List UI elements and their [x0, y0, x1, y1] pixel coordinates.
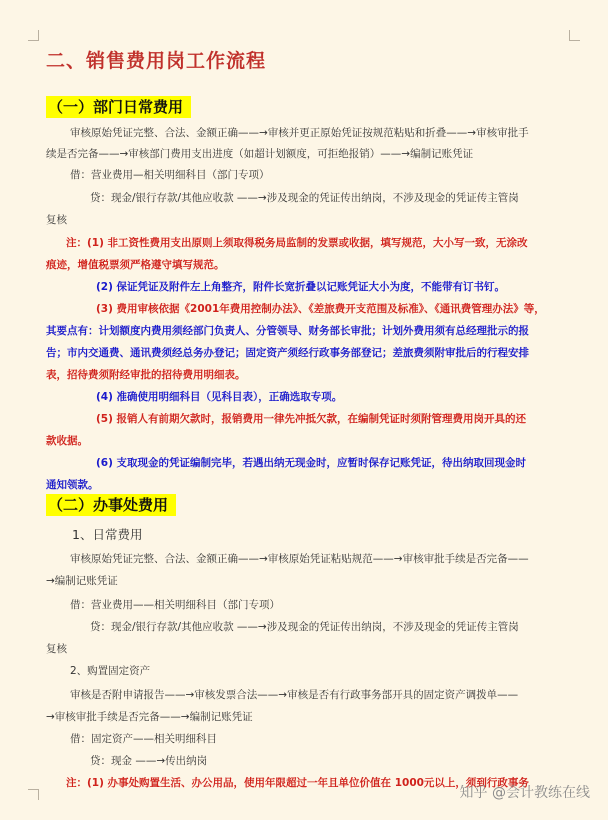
note-line: 痕迹，增值税票须严格遵守填写规范。	[46, 259, 225, 271]
paragraph: →编制记账凭证	[46, 575, 118, 587]
note-line: (6) 支取现金的凭证编制完毕，若遇出纳无现金时，应暂时保存记账凭证，待出纳取回现金时	[96, 457, 527, 469]
watermark-text: 知乎 @会计教练在线	[459, 785, 590, 801]
page-title: 二、销售费用岗工作流程	[46, 50, 267, 72]
note-line: 其要点有：计划额度内费用须经部门负责人、分管领导、财务部长审批；计划外费用须有总经理批示的报	[46, 325, 529, 337]
section-heading-dept: （一）部门日常费用	[46, 96, 191, 118]
note-line: 注：(1) 办事处购置生活、办公用品，使用年限超过一年且单位价值在 1000元以上，须到行政事务	[66, 777, 529, 789]
subheading: 2、购置固定资产	[70, 665, 151, 677]
entry-credit: 贷：现金/银行存款/其他应收款 ——→涉及现金的凭证传出纳岗，不涉及现金的凭证传主管岗	[90, 621, 519, 633]
paragraph: 续是否完备——→审核部门费用支出进度（如超计划额度，可拒绝报销）——→编制记账凭证	[46, 148, 474, 160]
note-line: 表，招待费须附经审批的招待费用明细表。	[46, 369, 246, 381]
note-line: 告；市内交通费、通讯费须经总务办登记；固定资产须经行政事务部登记；差旅费须附审批后的行程安排	[46, 347, 529, 359]
paragraph: 审核是否附申请报告——→审核发票合法——→审核是否有行政事务部开具的固定资产调拨单——	[70, 689, 519, 701]
paragraph: 审核原始凭证完整、合法、金额正确——→审核并更正原始凭证按规范粘贴和折叠——→审核审批手	[70, 127, 529, 139]
paragraph: 审核原始凭证完整、合法、金额正确——→审核原始凭证粘贴规范——→审核审批手续是否完备——	[70, 553, 529, 565]
note-line: (3) 费用审核依据《2001年费用控制办法》、《差旅费开支范围及标准》、《通讯费管理办法》等，	[96, 303, 545, 315]
page-corner-mark	[28, 789, 39, 800]
page-corner-mark	[569, 30, 580, 41]
note-line: (4) 准确使用明细科目（见科目表），正确选取专项。	[96, 391, 343, 403]
note-line: (5) 报销人有前期欠款时，报销费用一律先冲抵欠款，在编制凭证时须附管理费用岗开具的还	[96, 413, 527, 425]
note-line: 款收据。	[46, 435, 88, 447]
entry-credit: 贷：现金 ——→传出纳岗	[90, 755, 208, 767]
note-line: 注：(1) 非工资性费用支出原则上须取得税务局监制的发票或收据，填写规范，大小写一致，无涂改	[66, 237, 528, 249]
paragraph: →审核审批手续是否完备——→编制记账凭证	[46, 711, 253, 723]
entry-credit-cont: 复核	[46, 643, 67, 655]
entry-debit: 借：营业费用——相关明细科目（部门专项）	[70, 599, 280, 611]
page-corner-mark	[28, 30, 39, 41]
entry-credit-cont: 复核	[46, 214, 67, 226]
entry-debit: 借：营业费用—相关明细科目（部门专项）	[70, 169, 270, 181]
entry-credit: 贷：现金/银行存款/其他应收款 ——→涉及现金的凭证传出纳岗，不涉及现金的凭证传主管岗	[90, 192, 519, 204]
note-line: (2) 保证凭证及附件左上角整齐，附件长宽折叠以记账凭证大小为度，不能带有订书钉。	[96, 281, 506, 293]
note-line: 通知领款。	[46, 479, 99, 491]
section-heading-office: （二）办事处费用	[46, 494, 176, 516]
subheading: 1、日常费用	[72, 527, 143, 542]
entry-debit: 借：固定资产——相关明细科目	[70, 733, 217, 745]
